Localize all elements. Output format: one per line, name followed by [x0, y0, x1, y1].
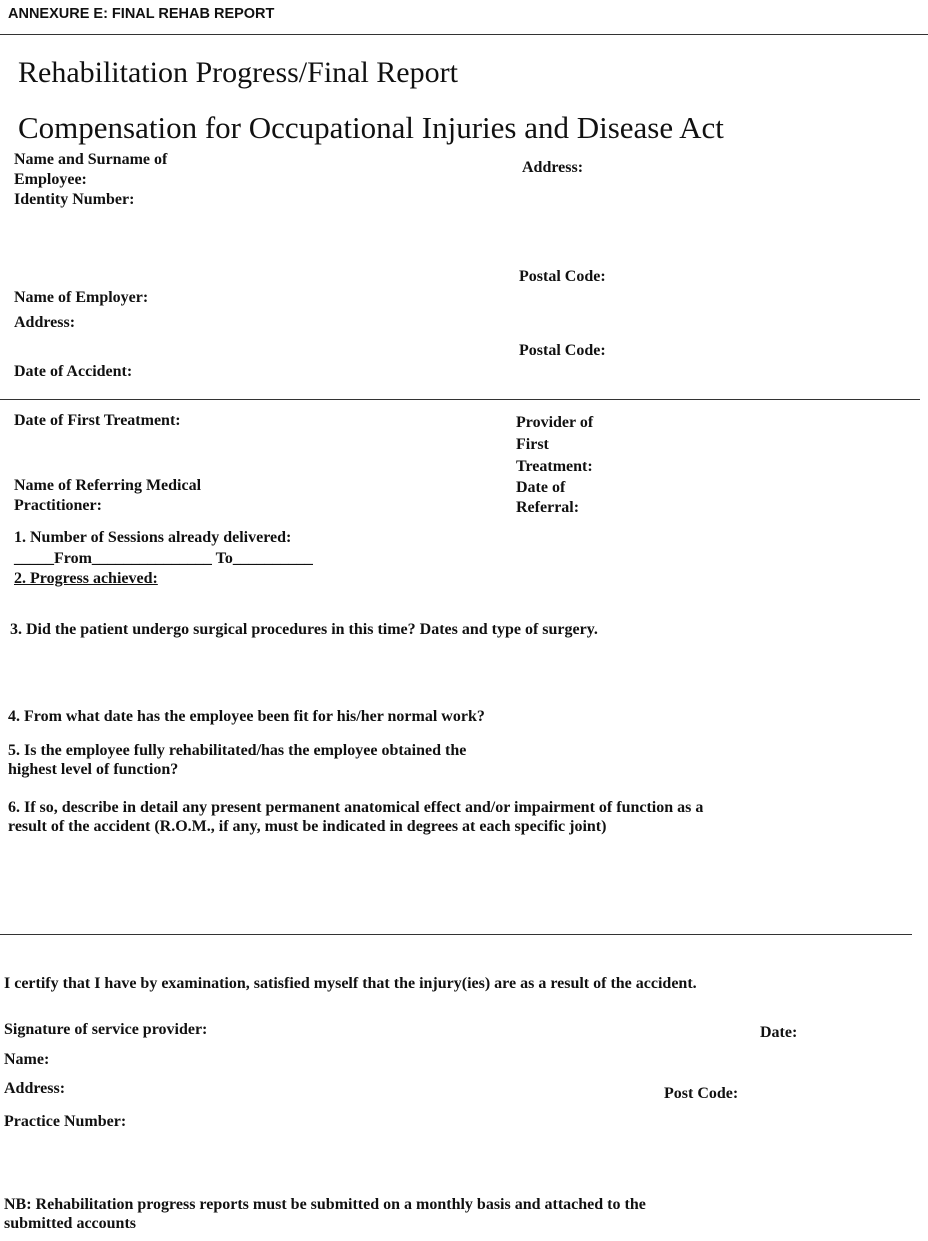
practice-number-label: Practice Number:: [4, 1113, 127, 1130]
sessions-blank-2: _______________: [91, 550, 212, 567]
note-line-2: submitted accounts: [4, 1215, 137, 1232]
signature-label: Signature of service provider:: [4, 1021, 208, 1038]
section-divider-1: [0, 399, 920, 400]
provider-label-1: Provider of: [516, 414, 594, 431]
question-5-line-1: 5. Is the employee fully rehabilitated/has the employee obtained the: [8, 742, 467, 759]
question-1: 1. Number of Sessions already delivered:: [14, 529, 292, 546]
employer-address-label: Address:: [14, 314, 76, 331]
referring-practitioner-label-2: Practitioner:: [14, 497, 102, 514]
date-first-treatment-label: Date of First Treatment:: [14, 412, 181, 429]
sessions-range-line: [14, 549, 313, 569]
question-3: 3. Did the patient undergo surgical procedures in this time? Dates and type of surgery.: [10, 621, 598, 638]
employee-name-label-1: Name and Surname of: [14, 151, 168, 168]
employer-name-label: Name of Employer:: [14, 289, 149, 306]
date-of-accident-label: Date of Accident:: [14, 363, 133, 380]
certification-date-label: Date:: [760, 1024, 798, 1041]
question-6-line-1: 6. If so, describe in detail any present permanent anatomical effect and/or impairment of function as a: [8, 799, 704, 816]
employee-postal-code-label: Postal Code:: [519, 268, 606, 285]
referral-date-label-1: Date of: [516, 479, 566, 496]
referral-date-label-2: Referral:: [516, 499, 580, 516]
note-line-1: NB: Rehabilitation progress reports must be submitted on a monthly basis and attached to the: [4, 1196, 646, 1213]
identity-number-label: Identity Number:: [14, 191, 135, 208]
provider-label-3: Treatment:: [516, 458, 593, 475]
question-5-line-2: highest level of function?: [8, 761, 179, 778]
annexure-header: ANNEXURE E: FINAL REHAB REPORT: [8, 6, 275, 22]
question-2: 2. Progress achieved:: [14, 570, 158, 587]
certification-statement: I certify that I have by examination, satisfied myself that the injury(ies) are as a result of the accident.: [4, 975, 697, 992]
employee-address-label: Address:: [522, 159, 584, 176]
page-subtitle: Compensation for Occupational Injuries and Disease Act: [18, 110, 724, 145]
post-code-label: Post Code:: [664, 1085, 739, 1102]
sessions-blank-3: __________: [232, 550, 313, 567]
provider-name-label: Name:: [4, 1051, 50, 1068]
question-4: 4. From what date has the employee been fit for his/her normal work?: [8, 708, 485, 725]
employer-postal-code-label: Postal Code:: [519, 342, 606, 359]
header-divider: [0, 34, 928, 35]
page-title: Rehabilitation Progress/Final Report: [18, 56, 458, 89]
sessions-blank-1: _____: [14, 550, 54, 567]
employee-name-label-2: Employee:: [14, 171, 87, 188]
sessions-to-label: To: [215, 550, 233, 567]
referring-practitioner-label-1: Name of Referring Medical: [14, 477, 202, 494]
question-6-line-2: result of the accident (R.O.M., if any, must be indicated in degrees at each specific joint): [8, 818, 607, 835]
section-divider-2: [0, 934, 912, 935]
provider-label-2: First: [516, 436, 549, 453]
sessions-from-label: From: [54, 550, 92, 567]
provider-address-label: Address:: [4, 1080, 66, 1097]
